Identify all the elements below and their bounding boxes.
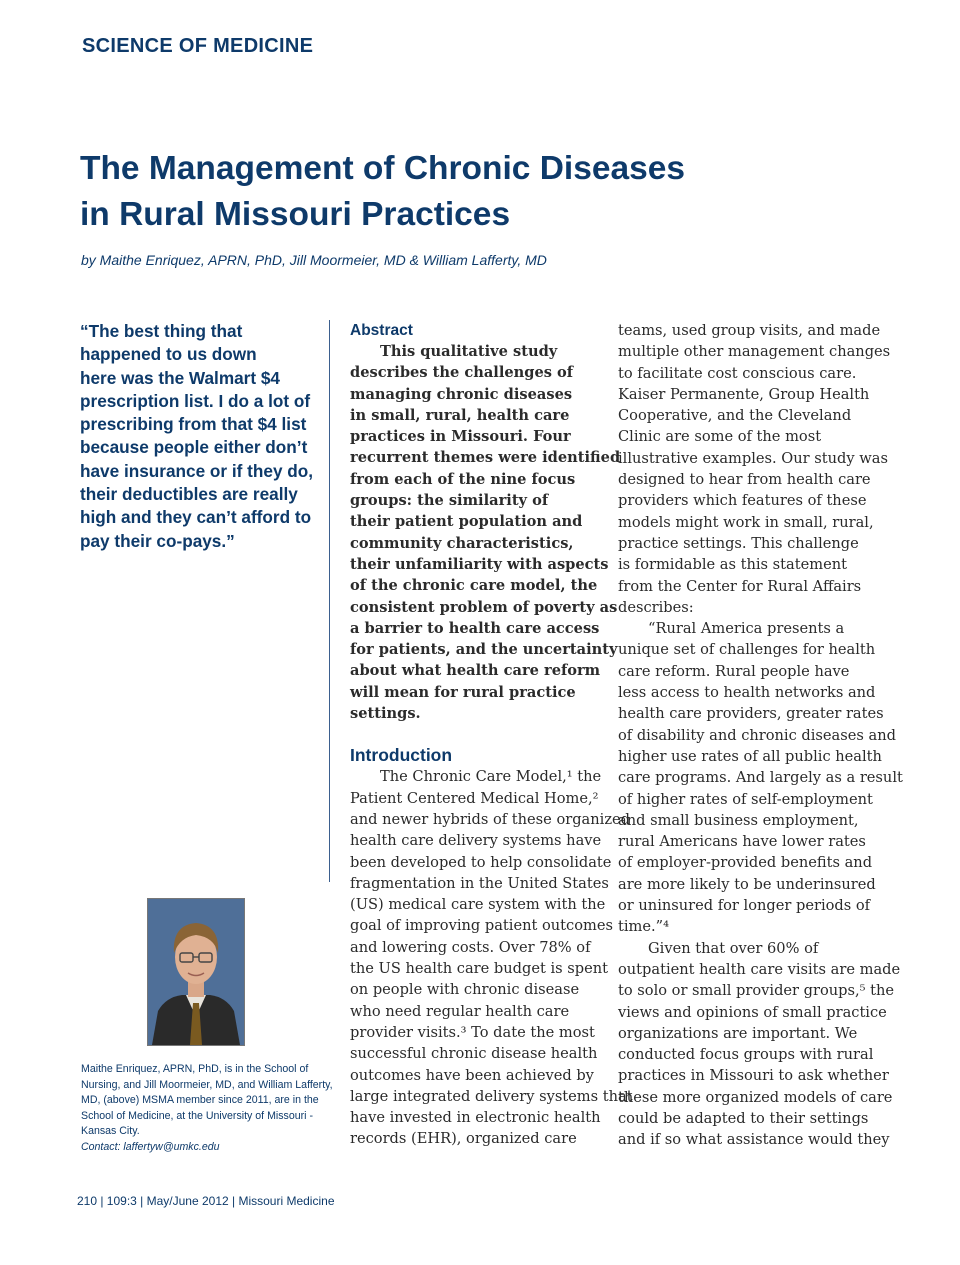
section-label: SCIENCE OF MEDICINE [82, 35, 314, 57]
text-line: and newer hybrids of these organized [350, 810, 630, 828]
text-line: are more likely to be underinsured [618, 875, 876, 893]
abstract-heading: Abstract [350, 322, 413, 339]
text-line: or uninsured for longer periods of [618, 897, 871, 915]
text-line: records (EHR), organized care [350, 1130, 577, 1148]
text-line: outcomes have been achieved by [350, 1066, 594, 1084]
right-column-body [618, 320, 903, 1151]
text-line: (US) medical care system with the [350, 896, 606, 914]
text-line: This qualitative study [380, 343, 558, 360]
text-line: describes the challenges of [350, 364, 574, 382]
text-line: will mean for rural practice [350, 683, 576, 701]
text-line: been developed to help consolidate [350, 853, 612, 871]
text-line: outpatient health care visits are made [618, 960, 901, 978]
text-line: these more organized models of care [618, 1088, 893, 1106]
text-line: Cooperative, and the Cleveland [618, 407, 852, 425]
text-line: is formidable as this statement [618, 556, 847, 574]
text-line: Patient Centered Medical Home,² [350, 789, 599, 807]
text-line: care programs. And largely as a result [618, 769, 903, 787]
text-line: the US health care budget is spent [350, 960, 608, 978]
text-line: time.”⁴ [618, 918, 669, 936]
title-line: The Management of Chronic Diseases [80, 150, 686, 187]
byline: by Maithe Enriquez, APRN, PhD, Jill Moormeier, MD & William Lafferty, MD [81, 252, 547, 268]
text-line: models might work in small, rural, [618, 513, 874, 531]
text-line: goal of improving patient outcomes [350, 917, 613, 935]
title-line: in Rural Missouri Practices [80, 196, 511, 233]
text-line: could be adapted to their settings [618, 1109, 869, 1127]
caption-text: Maithe Enriquez, APRN, PhD, is in the School of Nursing, and Jill Moormeier, MD, and William Lafferty, MD, (above) MSMA member since 2011, are in the School of Medicine, at the University of Missouri - Kansas City. [81, 1063, 333, 1138]
text-line: and lowering costs. Over 78% of [350, 938, 591, 956]
text-line: recurrent themes were identified [350, 449, 621, 467]
text-line: Clinic are some of the most [618, 428, 822, 446]
column-divider [329, 320, 330, 882]
text-line: health care delivery systems have [350, 832, 602, 850]
text-line: who need regular health care [350, 1002, 570, 1020]
text-line: about what health care reform [350, 662, 601, 680]
text-line: a barrier to health care access [350, 619, 600, 637]
text-line: practice settings. This challenge [618, 534, 859, 552]
text-line: to facilitate cost conscious care. [618, 364, 857, 382]
text-line: providers which features of these [618, 492, 867, 510]
text-line: to solo or small provider groups,⁵ the [618, 982, 895, 1000]
text-line: and small business employment, [618, 811, 859, 829]
text-line: practices in Missouri. Four [350, 428, 571, 446]
pull-quote: “The best thing that happened to us down here was the Walmart $4 prescription list. I do a lot of prescribing from that $4 list because people either don’t have insurance or if they do, their deductibles are really high and they can’t afford to pay their co-pays.” [80, 321, 314, 551]
text-line: multiple other management changes [618, 343, 891, 361]
text-line: on people with chronic disease [350, 981, 580, 999]
text-line: their unfamiliarity with aspects [350, 555, 609, 573]
text-line: of the chronic care model, the [350, 577, 598, 595]
text-line: in small, rural, health care [350, 406, 570, 424]
text-line: consistent problem of poverty as [350, 598, 618, 616]
text-line: of employer-provided benefits and [618, 854, 873, 872]
text-line: large integrated delivery systems that [350, 1087, 633, 1105]
text-line: fragmentation in the United States [350, 874, 609, 892]
text-line: less access to health networks and [618, 684, 876, 702]
text-line: care reform. Rural people have [618, 662, 850, 680]
text-line: community characteristics, [350, 534, 574, 552]
text-line: views and opinions of small practice [618, 1003, 887, 1021]
text-line: settings. [350, 705, 421, 723]
text-line: from the Center for Rural Affairs [618, 577, 862, 595]
text-line: for patients, and the uncertainty [350, 641, 618, 659]
text-line: health care providers, greater rates [618, 705, 884, 723]
author-photo [147, 898, 245, 1046]
text-line: Given that over 60% of [648, 939, 819, 957]
contact-email[interactable]: Contact: laffertyw@umkc.edu [81, 1140, 220, 1153]
right-column [618, 320, 903, 1151]
text-line: managing chronic diseases [350, 385, 573, 403]
photo-caption [81, 1062, 336, 1156]
text-line: The Chronic Care Model,¹ the [380, 768, 602, 786]
text-line: organizations are important. We [618, 1024, 858, 1042]
text-line: describes: [618, 598, 694, 616]
text-line: designed to hear from health care [618, 471, 871, 489]
introduction-body [350, 766, 633, 1149]
text-line: Kaiser Permanente, Group Health [618, 385, 870, 403]
page-footer: 210 | 109:3 | May/June 2012 | Missouri Medicine [77, 1194, 335, 1208]
text-line: “Rural America presents a [648, 620, 845, 638]
text-line: of disability and chronic diseases and [618, 726, 896, 744]
text-line: conducted focus groups with rural [618, 1046, 874, 1064]
abstract-body [350, 341, 621, 724]
text-line: higher use rates of all public health [618, 747, 882, 765]
text-line: from each of the nine focus [350, 470, 576, 488]
text-line: teams, used group visits, and made [618, 322, 881, 339]
text-line: practices in Missouri to ask whether [618, 1067, 889, 1085]
text-line: their patient population and [350, 513, 583, 531]
text-line: rural Americans have lower rates [618, 833, 866, 851]
text-line: successful chronic disease health [350, 1045, 598, 1063]
text-line: illustrative examples. Our study was [618, 449, 888, 467]
middle-column [350, 320, 633, 1150]
text-line: have invested in electronic health [350, 1109, 601, 1127]
article-title [80, 146, 880, 238]
text-line: of higher rates of self-employment [618, 790, 873, 808]
text-line: provider visits.³ To date the most [350, 1023, 595, 1041]
introduction-heading: Introduction [350, 745, 453, 766]
text-line: and if so what assistance would they [618, 1131, 890, 1149]
text-line: groups: the similarity of [350, 492, 549, 510]
text-line: unique set of challenges for health [618, 641, 876, 659]
